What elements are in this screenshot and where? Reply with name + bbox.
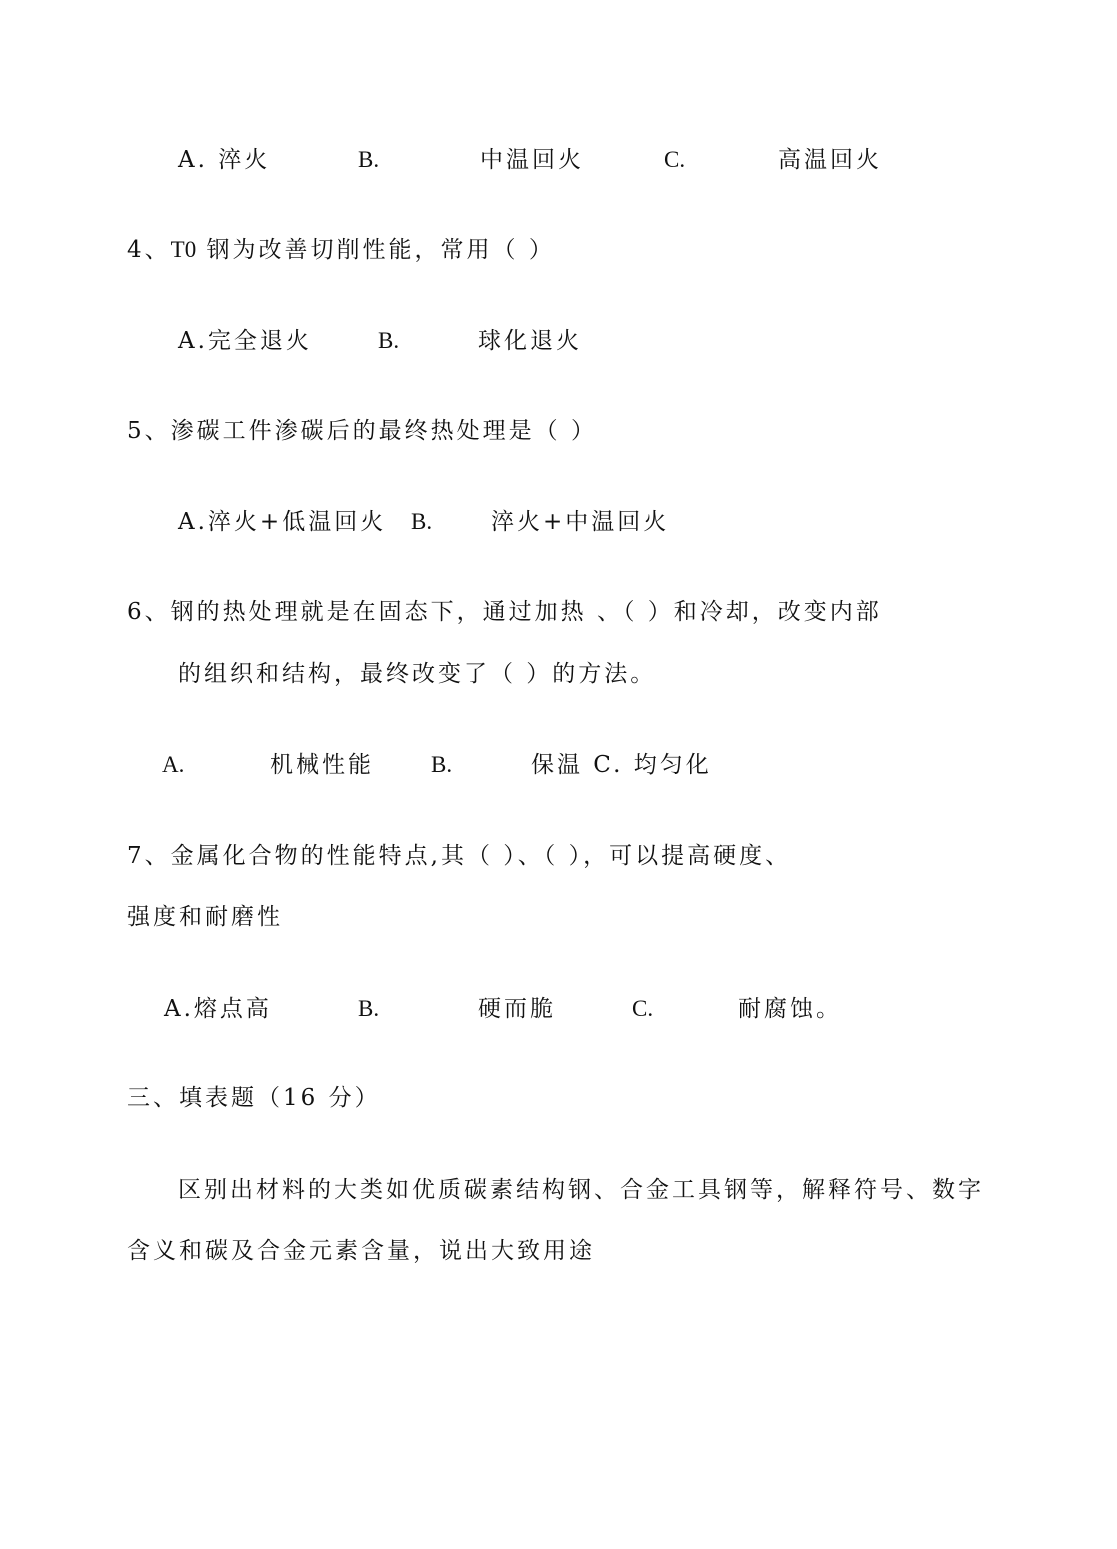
question-7-line-2: 强度和耐磨性	[127, 904, 283, 930]
q4-option-a: A.完全退火	[178, 328, 312, 354]
question-6-line-2: 的组织和结构，最终改变了（ ）的方法。	[178, 661, 657, 687]
q4-option-b-letter: B.	[378, 328, 400, 353]
q3-option-c-letter: C.	[664, 147, 686, 172]
question-4	[127, 235, 555, 265]
section-3-paragraph-line-1: 区别出材料的大类如优质碳素结构钢、合金工具钢等，解释符号、数字	[178, 1177, 984, 1203]
q5-option-a: A.淬火+低温回火	[178, 509, 387, 535]
q6-option-a-letter: A.	[162, 752, 185, 777]
q3-option-b-letter: B.	[358, 147, 380, 172]
q7-option-c-text: 耐腐蚀。	[738, 996, 842, 1022]
q7-option-b-text: 硬而脆	[478, 996, 556, 1022]
q6-option-b-text: 保温 C. 均匀化	[531, 752, 712, 778]
q6-option-a-text: 机械性能	[270, 752, 374, 778]
q4-prefix: 4、	[127, 237, 171, 263]
q4-code: T0	[170, 237, 197, 262]
q4-text: 钢为改善切削性能，常用（ ）	[206, 237, 555, 263]
q7-option-a: A.熔点高	[164, 996, 272, 1022]
q3-option-a: A. 淬火	[178, 147, 271, 173]
section-3-paragraph-line-2: 含义和碳及合金元素含量，说出大致用途	[127, 1238, 595, 1264]
q7-option-c-letter: C.	[632, 996, 654, 1021]
question-5: 5、渗碳工件渗碳后的最终热处理是（ ）	[127, 418, 597, 444]
q3-option-b-text: 中温回火	[480, 147, 584, 173]
q5-option-b-letter: B.	[411, 509, 433, 534]
question-7-line-1: 7、金属化合物的性能特点,其（ ）、（ ），可以提高硬度、	[127, 843, 792, 869]
q7-option-b-letter: B.	[358, 996, 380, 1021]
q6-option-b-letter: B.	[431, 752, 453, 777]
q3-option-c-text: 高温回火	[778, 147, 882, 173]
question-6-line-1: 6、钢的热处理就是在固态下，通过加热 、（ ）和冷却，改变内部	[127, 599, 882, 625]
q4-option-b-text: 球化退火	[478, 328, 582, 354]
q5-option-b-text: 淬火+中温回火	[491, 509, 670, 535]
section-3-heading: 三、填表题（16 分）	[127, 1085, 381, 1111]
